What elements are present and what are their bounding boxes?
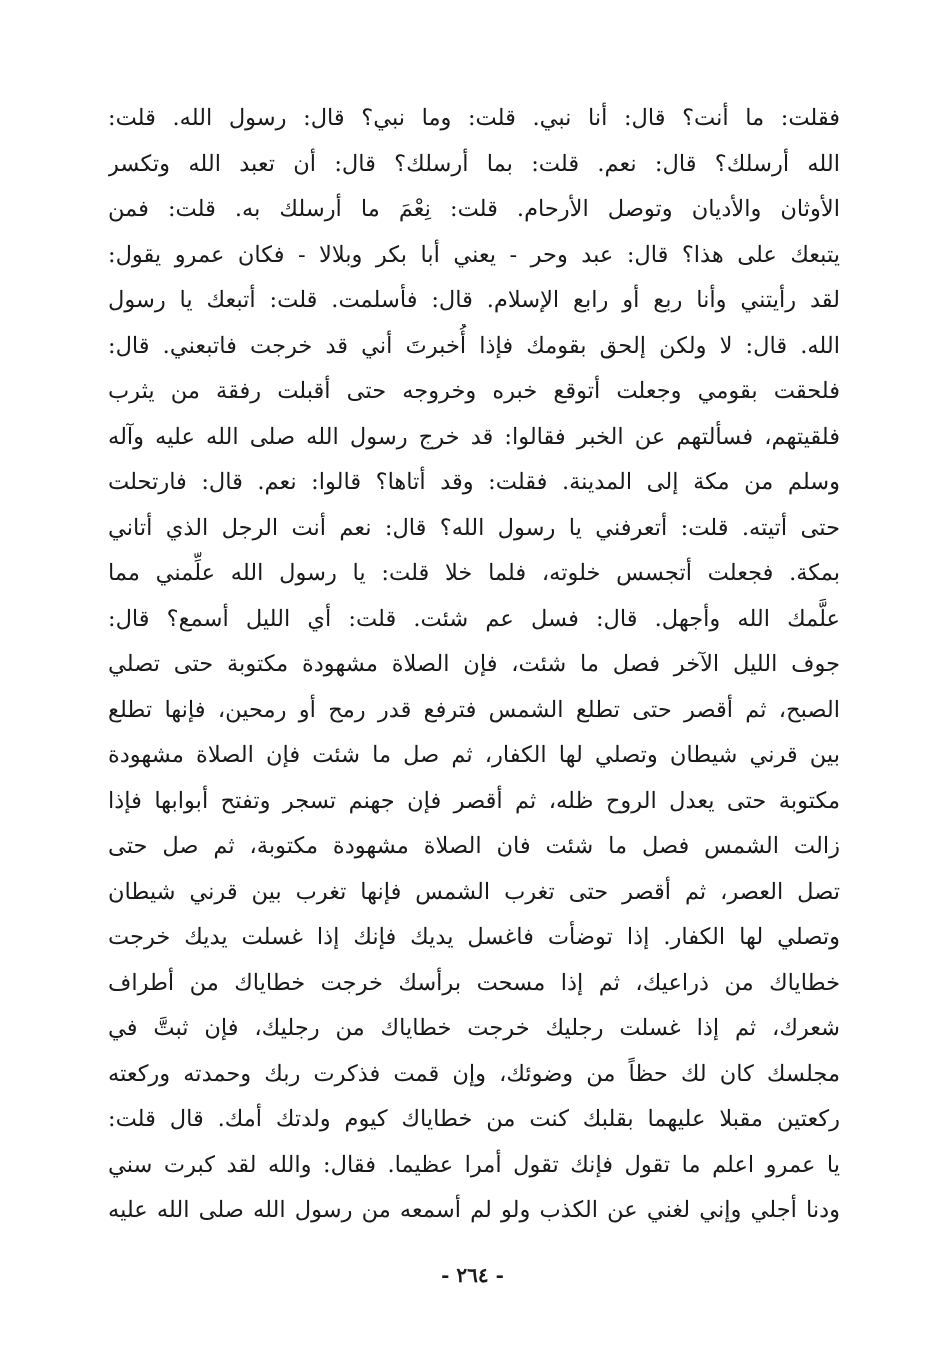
- text-line-25: ودنا أجلي وإني لغني عن الكذب ولو لم أسمعه من رسول الله صلى الله عليه: [108, 1197, 840, 1223]
- text-line-13: جوف الليل الآخر فصل ما شئت، فإن الصلاة مشهودة مكتوبة حتى تصلي: [108, 651, 840, 677]
- text-line-10: حتى أتيته. قلت: أتعرفني يا رسول الله؟ قال: نعم أنت الرجل الذي أتاني: [108, 514, 840, 541]
- text-line-23: ركعتين مقبلا عليهما بقلبك كنت من خطاياك كيوم ولدتك أمك. قال قلت:: [108, 1106, 840, 1132]
- text-line-21: شعرك، ثم إذا غسلت رجليك خرجت خطاياك من رجليك، فإن ثبتَّ في: [108, 1015, 840, 1041]
- body-text: [108, 96, 840, 1234]
- text-line-20: خطاياك من ذراعيك، ثم إذا مسحت برأسك خرجت خطاياك من أطراف: [108, 969, 840, 996]
- text-line-19: وتصلي لها الكفار. إذا توضأت فاغسل يديك فإنك إذا غسلت يديك خرجت: [108, 924, 840, 950]
- text-line-7: فلحقت بقومي وجعلت أتوقع خبره وخروجه حتى أقبلت رفقة من يثرب: [108, 378, 840, 404]
- text-line-5: لقد رأيتني وأنا ربع أو رابع الإسلام. قال: فأسلمت. قلت: أتبعك يا رسول: [108, 287, 840, 313]
- text-line-6: الله. قال: لا ولكن إلحق بقومك فإذا أُخبرتَ أني قد خرجت فاتبعني. قال:: [108, 332, 840, 359]
- text-line-14: الصبح، ثم أقصر حتى تطلع الشمس فترفع قدر رمح أو رمحين، فإنها تطلع: [108, 696, 840, 723]
- text-line-15: بين قرني شيطان وتصلي لها الكفار، ثم صل ما شئت فإن الصلاة مشهودة: [108, 742, 840, 768]
- text-line-18: تصل العصر، ثم أقصر حتى تغرب الشمس فإنها تغرب بين قرني شيطان: [108, 878, 840, 905]
- text-line-12: علَّمك الله وأجهل. قال: فسل عم شئت. قلت: أي الليل أسمع؟ قال:: [108, 605, 840, 632]
- text-line-4: يتبعك على هذا؟ قال: عبد وحر - يعني أبا بكر وبلالا - فكان عمرو يقول:: [108, 241, 840, 268]
- text-line-16: مكتوبة حتى يعدل الروح ظله، ثم أقصر فإن جهنم تسجر وتفتح أبوابها فإذا: [108, 787, 840, 814]
- text-line-1: فقلت: ما أنت؟ قال: أنا نبي. قلت: وما نبي؟ قال: رسول الله. قلت:: [108, 105, 840, 131]
- text-line-3: الأوثان والأديان وتوصل الأرحام. قلت: نِعْمَ ما أرسلك به. قلت: فمن: [108, 196, 840, 222]
- text-line-2: الله أرسلك؟ قال: نعم. قلت: بما أرسلك؟ قال: أن تعبد الله وتكسر: [108, 150, 840, 177]
- text-line-24: يا عمرو اعلم ما تقول فإنك تقول أمرا عظيما. فقال: والله لقد كبرت سني: [108, 1151, 840, 1178]
- text-line-11: بمكة. فجعلت أتجسس خلوته، فلما خلا قلت: يا رسول الله علِّمني مما: [108, 560, 840, 586]
- text-line-22: مجلسك كان لك حظاً من وضوئك، وإن قمت فذكرت ربك وحمدته وركعته: [108, 1060, 840, 1087]
- page-number: - ٢٦٤ -: [441, 1263, 504, 1287]
- text-line-17: زالت الشمس فصل ما شئت فان الصلاة مشهودة مكتوبة، ثم صل حتى: [108, 833, 840, 859]
- text-line-8: فلقيتهم، فسألتهم عن الخبر فقالوا: قد خرج رسول الله صلى الله عليه وآله: [108, 423, 840, 450]
- text-line-9: وسلم من مكة إلى المدينة. فقلت: وقد أتاها؟ قالوا: نعم. قال: فارتحلت: [108, 469, 840, 495]
